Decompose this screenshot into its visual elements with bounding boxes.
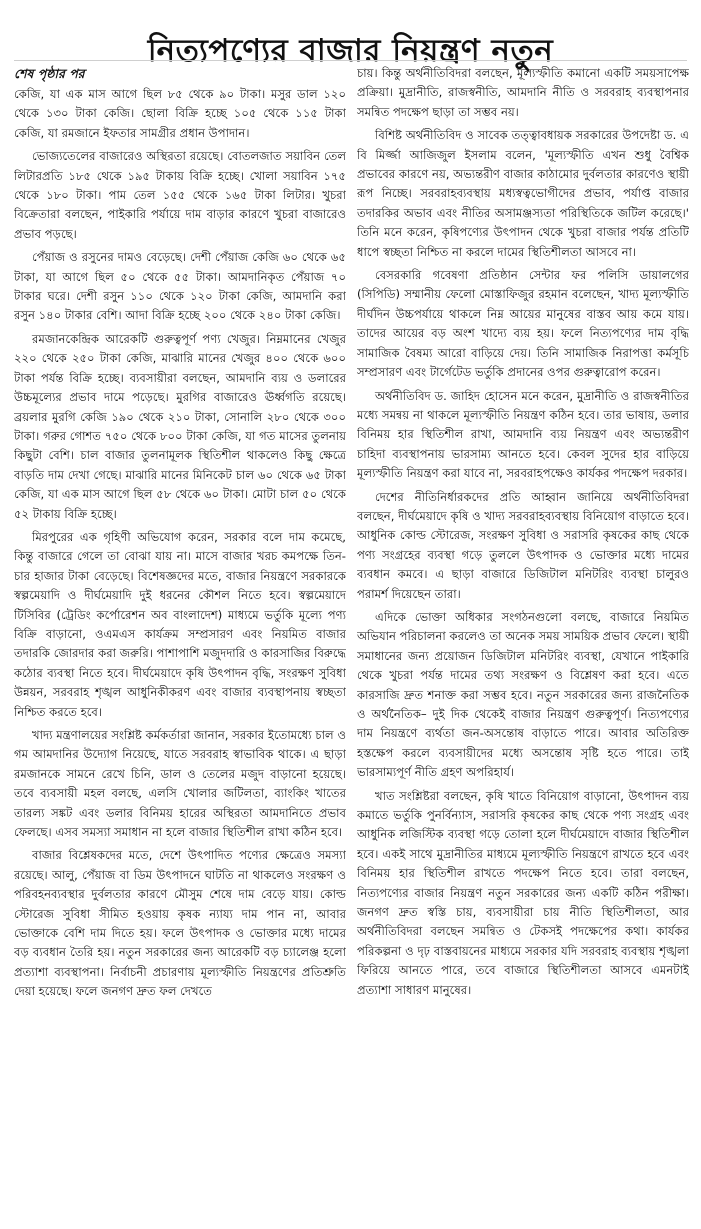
paragraph: বেসরকারি গবেষণা প্রতিষ্ঠান সেন্টার ফর পলিসি ডায়ালগের (সিপিডি) সম্মানীয় ফেলো মোস্তাফিজুর রহমান বলেছেন, খাদ্য মূল্যস্ফীতি দীর্ঘদিন উচ্চপর্যায়ে থাকলে নিম্ন আয়ের মানুষের বাস্তব আয় কমে যায়। তাদের আয়ের বড় অংশ খাদ্যে ব্যয় হয়। ফলে নিত্যপণ্যের দাম বৃদ্ধি সামাজিক বৈষম্য আরো বাড়িয়ে দেয়। তিনি সামাজিক নিরাপত্তা কর্মসূচি সম্প্রসারণ এবং টার্গেটেড ভর্তুকি প্রদানের ওপর গুরুত্বারোপ করেন।: [357, 268, 689, 380]
paragraph: বিশিষ্ট অর্থনীতিবিদ ও সাবেক তত্ত্বাবধায়ক সরকারের উপদেষ্টা ড. এ বি মির্জ্জা আজিজুল ইসলাম বলেন, 'মূল্যস্ফীতি এখন শুধু বৈশ্বিক প্রভাবের কারণে নয়, অভ্যন্তরীণ বাজার কাঠামোর দুর্বলতার কারণেও স্থায়ী রূপ নিচ্ছে। সরবরাহব্যবস্থায় মধ্যস্বত্বভোগীদের প্রভাব, পর্যাপ্ত বাজার তদারকির অভাব এবং নীতির অসামঞ্জস্যতা পরিস্থিতিকে জটিল করেছে।' তিনি মনে করেন, কৃষিপণ্যের উৎপাদন থেকে খুচরা বাজার পর্যন্ত প্রতিটি ধাপে স্বচ্ছতা নিশ্চিত না করলে দামের স্থিতিশীলতা আসবে না।: [357, 128, 689, 259]
paragraph: অর্থনীতিবিদ ড. জাহিদ হোসেন মনে করেন, মুদ্রানীতি ও রাজস্বনীতির মধ্যে সমন্বয় না থাকলে মূল্যস্ফীতি নিয়ন্ত্রণ কঠিন হবে। তার ভাষায়, ডলার বিনিময় হার স্থিতিশীল রাখা, আমদানি ব্যয় নিয়ন্ত্রণ এবং অভ্যন্তরীণ চাহিদা ব্যবস্থাপনায় ভারসাম্য আনতে হবে। কেবল সুদের হার বাড়িয়ে মূল্যস্ফীতি নিয়ন্ত্রণ করা যাবে না, সরবরাহপক্ষেও কার্যকর পদক্ষেপ দরকার।: [357, 388, 689, 481]
article-column-right: [357, 64, 689, 1224]
headline-rule: [14, 60, 687, 61]
paragraph: খাত সংশ্লিষ্টরা বলছেন, কৃষি খাতে বিনিয়োগ বাড়ানো, উৎপাদন ব্যয় কমাতে ভর্তুকি পুনর্বিন্যাস, সরাসরি কৃষকের কাছ থেকে পণ্য সংগ্রহ এবং আধুনিক লজিস্টিক ব্যবস্থা গড়ে তোলা হলে দীর্ঘমেয়াদে বাজার স্থিতিশীল হবে। একই সাথে মুদ্রানীতির মাধ্যমে মূল্যস্ফীতি নিয়ন্ত্রণে রাখতে হবে এবং বিনিময় হার স্থিতিশীল রাখতে পদক্ষেপ নিতে হবে। তারা বলছেন, নিত্যপণ্যের বাজার নিয়ন্ত্রণ নতুন সরকারের জন্য একটি কঠিন পরীক্ষা। জনগণ দ্রুত স্বস্তি চায়, ব্যবসায়ীরা চায় নীতি স্থিতিশীলতা, আর অর্থনীতিবিদরা বলছেন সমন্বিত ও টেকসই পদক্ষেপের কথা। কার্যকর পরিকল্পনা ও দৃঢ় বাস্তবায়নের মাধ্যমে সরকার যদি সরবরাহ ব্যবস্থায় শৃঙ্খলা ফিরিয়ে আনতে পারে, তবে বাজারে স্থিতিশীলতা আসবে এমনটাই প্রত্যাশা সাধারণ মানুষের।: [357, 788, 689, 997]
headline: নিত্যপণ্যের বাজার নিয়ন্ত্রণ নতুন: [147, 32, 554, 69]
paragraph: রমজানকেন্দ্রিক আরেকটি গুরুত্বপূর্ণ পণ্য খেজুর। নিম্নমানের খেজুর ২২০ থেকে ২৫০ টাকা কেজি, মাঝারি মানের খেজুর ৪০০ থেকে ৬০০ টাকা পর্যন্ত বিক্রি হচ্ছে। ব্যবসায়ীরা বলছেন, আমদানি ব্যয় ও ডলারের উচ্চমূল্যের প্রভাব দামে পড়েছে। মুরগির বাজারেও ঊর্ধ্বগতি রয়েছে। ব্রয়লার মুরগি কেজি ১৯০ থেকে ২১০ টাকা, সোনালি ২৮০ থেকে ৩০০ টাকা। গরুর গোশত ৭৫০ থেকে ৮০০ টাকা কেজি, যা গত মাসের তুলনায় কিছুটা বেশি। চাল বাজার তুলনামূলক স্থিতিশীল থাকলেও কিছু ক্ষেত্রে বাড়তি দাম দেখা গেছে। মাঝারি মানের মিনিকেট চাল ৬০ থেকে ৬৫ টাকা কেজি, যা এক মাস আগে ছিল ৫৮ থেকে ৬০ টাকা। মোটা চাল ৫০ থেকে ৫২ টাকায় বিক্রি হচ্ছে।: [14, 331, 346, 521]
paragraph: মিরপুরের এক গৃহিণী অভিযোগ করেন, সরকার বলে দাম কমেছে, কিন্তু বাজারে গেলে তা বোঝা যায় না। মাসে বাজার খরচ কমপক্ষে তিন-চার হাজার টাকা বেড়েছে। বিশেষজ্ঞদের মতে, বাজার নিয়ন্ত্রণে সরকারকে স্বল্পমেয়াদি ও দীর্ঘমেয়াদি দুই ধরনের কৌশল নিতে হবে। স্বল্পমেয়াদে টিসিবির (ট্রেডিং কর্পোরেশন অব বাংলাদেশ) মাধ্যমে ভর্তুকি মূল্যে পণ্য বিক্রি বাড়ানো, ওএমএস কার্যক্রম সম্প্রসারণ এবং নিয়মিত বাজার তদারকি জোরদার করা জরুরি। পাশাপাশি মজুদদারি ও কারসাজির বিরুদ্ধে কঠোর ব্যবস্থা নিতে হবে। দীর্ঘমেয়াদে কৃষি উৎপাদন বৃদ্ধি, সংরক্ষণ সুবিধা উন্নয়ন, সরবরাহ শৃঙ্খল আধুনিকীকরণ এবং বাজার ব্যবস্থাপনায় স্বচ্ছতা নিশ্চিত করতে হবে।: [14, 529, 346, 719]
paragraph: ভোজ্যতেলের বাজারেও অস্থিরতা রয়েছে। বোতলজাত সয়াবিন তেল লিটারপ্রতি ১৮৫ থেকে ১৯৫ টাকায় বিক্রি হচ্ছে। খোলা সয়াবিন ১৭৫ থেকে ১৮০ টাকা। পাম তেল ১৫৫ থেকে ১৬৫ টাকা লিটার। খুচরা বিক্রেতারা বলছেন, পাইকারি পর্যায়ে দাম বাড়ার কারণে খুচরা বাজারেও প্রভাব পড়ছে।: [14, 149, 346, 241]
paragraph: দেশের নীতিনির্ধারকদের প্রতি আহ্বান জানিয়ে অর্থনীতিবিদরা বলছেন, দীর্ঘমেয়াদে কৃষি ও খাদ্য সরবরাহব্যবস্থায় বিনিয়োগ বাড়াতে হবে। আধুনিক কোল্ড স্টোরেজ, সংরক্ষণ সুবিধা ও সরাসরি কৃষকের কাছ থেকে পণ্য সংগ্রহের ব্যবস্থা গড়ে তুললে উৎপাদক ও ভোক্তার মধ্যে দামের ব্যবধান কমবে। এ ছাড়া বাজারে ডিজিটাল মনিটরিং ব্যবস্থা চালুরও পরামর্শ দিয়েছেন তারা।: [357, 489, 689, 601]
article-column-left: [14, 64, 346, 1224]
paragraph: এদিকে ভোক্তা অধিকার সংগঠনগুলো বলছে, বাজারে নিয়মিত অভিযান পরিচালনা করলেও তা অনেক সময় সাময়িক প্রভাব ফেলে। স্থায়ী সমাধানের জন্য প্রয়োজন ডিজিটাল মনিটরিং ব্যবস্থা, যেখানে পাইকারি থেকে খুচরা পর্যন্ত দামের তথ্য সংরক্ষণ ও বিশ্লেষণ করা হবে। এতে কারসাজি দ্রুত শনাক্ত করা সম্ভব হবে। নতুন সরকারের জন্য রাজনৈতিক ও অর্থনৈতিক– দুই দিক থেকেই বাজার নিয়ন্ত্রণ গুরুত্বপূর্ণ। নিত্যপণ্যের দাম নিয়ন্ত্রণে ব্যর্থতা জন-অসন্তোষ বাড়াতে পারে। আবার অতিরিক্ত হস্তক্ষেপ করলে ব্যবসায়ীদের মধ্যে অসন্তোষ সৃষ্টি হতে পারে। তাই ভারসাম্যপূর্ণ নীতি গ্রহণ অপরিহার্য।: [357, 609, 689, 780]
paragraph: পেঁয়াজ ও রসুনের দামও বেড়েছে। দেশী পেঁয়াজ কেজি ৬০ থেকে ৬৫ টাকা, যা আগে ছিল ৫০ থেকে ৫৫ টাকা। আমদানিকৃত পেঁয়াজ ৭০ টাকার ঘরে। দেশী রসুন ১১০ থেকে ১২০ টাকা কেজি, আমদানি করা রসুন ১৪০ টাকার বেশি। আদা বিক্রি হচ্ছে ২০০ থেকে ২৪০ টাকা কেজি।: [14, 250, 346, 323]
paragraph: বাজার বিশ্লেষকদের মতে, দেশে উৎপাদিত পণ্যের ক্ষেত্রেও সমস্যা রয়েছে। আলু, পেঁয়াজ বা ডিম উৎপাদনে ঘাটতি না থাকলেও সংরক্ষণ ও পরিবহনব্যবস্থার দুর্বলতার কারণে মৌসুম শেষে দাম বেড়ে যায়। কোল্ড স্টোরেজ সুবিধা সীমিত হওয়ায় কৃষক ন্যায্য দাম পান না, আবার ভোক্তাকে বেশি দাম দিতে হয়। ফলে উৎপাদক ও ভোক্তার মধ্যে দামের বড় ব্যবধান তৈরি হয়। নতুন সরকারের জন্য আরেকটি বড় চ্যালেঞ্জ হলো প্রত্যাশা ব্যবস্থাপনা। নির্বাচনী প্রচারণায় মূল্যস্ফীতি নিয়ন্ত্রণের প্রতিশ্রুতি দেয়া হয়েছে। ফলে জনগণ দ্রুত ফল দেখতে: [14, 848, 346, 999]
continued-label: শেষ পৃষ্ঠার পর: [14, 66, 85, 81]
paragraph: কেজি, যা এক মাস আগে ছিল ৮৫ থেকে ৯০ টাকা। মসুর ডাল ১২০ থেকে ১৩০ টাকা কেজি। ছোলা বিক্রি হচ্ছে ১০৫ থেকে ১১৫ টাকা কেজি, যা রমজানে ইফতার সামগ্রীর প্রধান উপাদান।: [14, 87, 346, 140]
paragraph: খাদ্য মন্ত্রণালয়ের সংশ্লিষ্ট কর্মকর্তারা জানান, সরকার ইতোমধ্যে চাল ও গম আমদানির উদ্যোগ নিয়েছে, যাতে সরবরাহ স্বাভাবিক থাকে। এ ছাড়া রমজানকে সামনে রেখে চিনি, ডাল ও তেলের মজুদ বাড়ানো হয়েছে। তবে ব্যবসায়ী মহল বলছে, এলসি খোলার জটিলতা, ব্যাংকিং খাতের তারল্য সঙ্কট এবং ডলার বিনিময় হারের অস্থিরতা আমদানিতে প্রভাব ফেলছে। এসব সমস্যা সমাধান না হলে বাজার স্থিতিশীল রাখা কঠিন হবে।: [14, 728, 346, 840]
paragraph: চায়। কিন্তু অর্থনীতিবিদরা বলছেন, মূল্যস্ফীতি কমানো একটি সময়সাপেক্ষ প্রক্রিয়া। মুদ্রানীতি, রাজস্বনীতি, আমদানি নীতি ও সরবরাহ ব্যবস্থাপনার সমন্বিত পদক্ষেপ ছাড়া তা সম্ভব নয়।: [357, 66, 689, 119]
